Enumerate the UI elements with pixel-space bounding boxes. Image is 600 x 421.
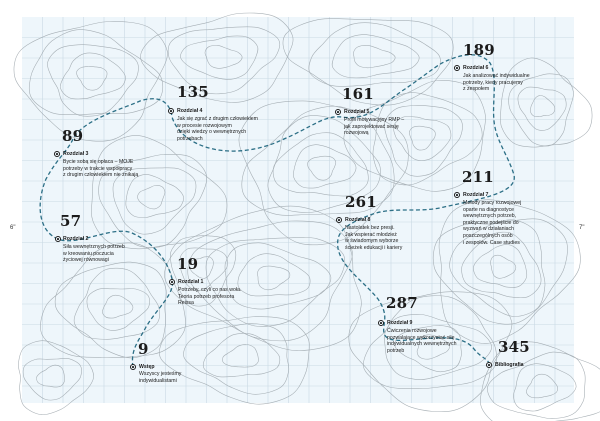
page-number-r8: 261 — [345, 193, 377, 211]
chapter-desc-r3: Bycie sobą się opłaca – MOJE potrzeby w trakcie współpracy z drugim człowiekiem nie znikają — [63, 159, 139, 179]
waypoint-r1[interactable] — [169, 279, 175, 285]
chapter-title-r8: Rozdział 8 — [345, 217, 371, 223]
page-number-r2: 57 — [60, 212, 82, 230]
route-path — [40, 55, 514, 367]
page-number-r6: 189 — [463, 41, 495, 59]
chapter-title-r4: Rozdział 4 — [177, 108, 203, 114]
chapter-title-r6: Rozdział 6 — [463, 65, 489, 71]
chapter-title-r3: Rozdział 3 — [63, 151, 89, 157]
page-number-r5: 161 — [342, 85, 374, 103]
waypoint-r8[interactable] — [336, 217, 342, 223]
chapter-title-r2: Rozdział 2 — [63, 236, 89, 242]
waypoint-r9[interactable] — [378, 320, 384, 326]
chapter-desc-r5: Profil motywacyjny RMP – jak zaprojektować sesję rozwojową — [344, 117, 405, 137]
chapter-title-bib: Bibliografia — [495, 362, 524, 368]
chapter-desc-r8: Nastolatek bez presji. Jak wspierać młodzież w świadomym wyborze ścieżek edukacji i kariery — [345, 225, 403, 251]
chapter-title-r1: Rozdział 1 — [178, 279, 204, 285]
chapter-desc-r7: Metody pracy rozwojowej oparte na diagnostyce wewnętrznych potrzeb, praktyczne podejście do wyzwań w działaniach poszczególnych osób i zespołów. Case studies — [463, 200, 522, 246]
page-number-bib: 345 — [498, 338, 530, 356]
chapter-desc-r4: Jak się zgrać z drugim człowiekiem w procesie rozwojowym dzięki wiedzy o wewnętrznych potrzebach — [177, 116, 259, 142]
page-number-r3: 89 — [62, 127, 84, 145]
chapter-title-r5: Rozdział 5 — [344, 109, 370, 115]
page-number-r1: 19 — [177, 255, 199, 273]
margin-label-left: 6" — [10, 225, 16, 231]
chapter-title-wstep: Wstęp — [139, 364, 155, 370]
waypoint-bib[interactable] — [486, 362, 492, 368]
chapter-desc-r9: Ćwiczenia rozwojowe pozwalające wykorzystać siłę indywidualnych wewnętrznych potrzeb — [387, 328, 457, 354]
waypoint-r2[interactable] — [55, 236, 61, 242]
waypoint-wstep[interactable] — [130, 364, 136, 370]
page-number-wstep: 9 — [138, 340, 149, 358]
chapter-desc-wstep: Wszyscy jesteśmy indywidualistami — [139, 371, 182, 384]
waypoint-r5[interactable] — [335, 109, 341, 115]
waypoint-r6[interactable] — [454, 65, 460, 71]
waypoint-r7[interactable] — [454, 192, 460, 198]
chapter-title-r7: Rozdział 7 — [463, 192, 489, 198]
chapter-desc-r1: Potrzeby, czyli co nas woła. Teoria potrzeb profesora Reissa — [178, 287, 242, 307]
chapter-desc-r6: Jak analizować indywidualne potrzeby, kiedy pracujemy z zespołem — [463, 73, 530, 93]
waypoint-r4[interactable] — [168, 108, 174, 114]
margin-label-right: 7" — [579, 225, 585, 231]
chapter-desc-r2: Siła wewnętrznych potrzeb w kreowaniu poczucia życiowej równowagi — [63, 244, 125, 264]
map-page — [10, 17, 585, 403]
waypoint-r3[interactable] — [54, 151, 60, 157]
page-number-r7: 211 — [462, 168, 494, 186]
page-number-r9: 287 — [386, 294, 418, 312]
page-number-r4: 135 — [177, 83, 209, 101]
chapter-title-r9: Rozdział 9 — [387, 320, 413, 326]
